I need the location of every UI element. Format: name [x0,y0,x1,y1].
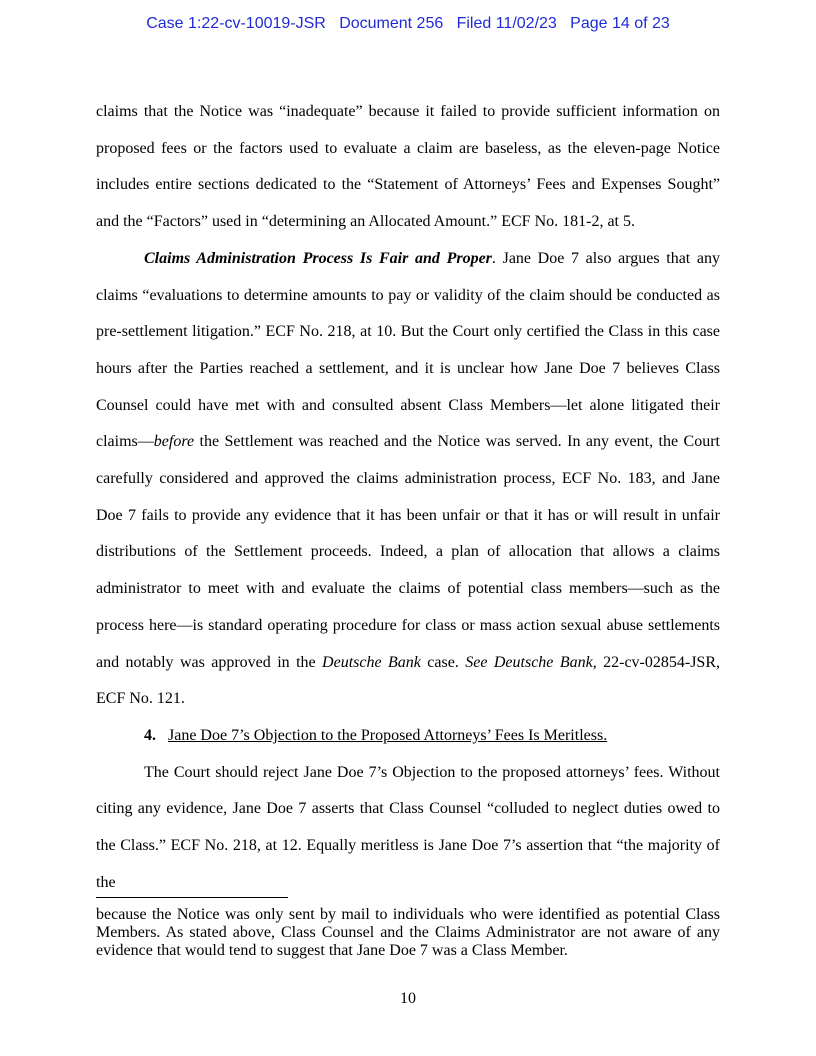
case-name-deutsche-bank: Deutsche Bank [322,653,421,671]
paragraph-heading: Claims Administration Process Is Fair and Proper [144,249,492,267]
paragraph-claims-administration: Claims Administration Process Is Fair and Proper. Jane Doe 7 also argues that any claims “evaluations to determine amounts to pay or validity of the claim should be conducted as pre-settlement litigation.” ECF No. 218, at 10. But the Court only certified the Class in this case hours after the Parties reached a settlement, and it is unclear how Jane Doe 7 believes Class Counsel could have met with and consulted absent Class Members—let alone litigated their claims—before the Settlement was reached and the Notice was served. In any event, the Court carefully considered and approved the claims administration process, ECF No. 183, and Jane Doe 7 fails to provide any evidence that it has been unfair or that it has or will result in unfair distributions of the Settlement proceeds. Indeed, a plan of allocation that allows a claims administrator to meet with and evaluate the claims of potential class members—such as the process here—is standard operating procedure for class or mass action sexual abuse settlements and notably was approved in the Deutsche Bank case. See Deutsche Bank, 22-cv-02854-JSR, ECF No. 121. [96,249,721,708]
page-number: 10 [400,990,416,1007]
section-number: 4. [144,726,156,744]
header-case-number: Case 1:22-cv-10019-JSR [146,15,326,32]
footnote-text: because the Notice was only sent by mail to individuals who were identified as potential Class Members. As stated above, Class Counsel and the Claims Administrator are not aware of any evidence that would tend to suggest that Jane Doe 7 was a Class Member. [96,906,720,959]
header-page-count: Page 14 of 23 [570,15,670,32]
footnote-divider [96,897,288,898]
paragraph-notice-claims: claims that the Notice was “inadequate” because it failed to provide sufficient information on proposed fees or the factors used to evaluate a claim are baseless, as the eleven-page Notice includes entire sections dedicated to the “Statement of Attorneys’ Fees and Expenses Sought” and the “Factors” used in “determining an Allocated Amount.” ECF No. 181-2, at 5. [96,103,720,231]
header-filed-date: Filed 11/02/23 [456,15,557,32]
paragraph-attorneys-fees: The Court should reject Jane Doe 7’s Objection to the proposed attorneys’ fees. Without citing any evidence, Jane Doe 7 asserts that Class Counsel “colluded to neglect duties owed to the Class.” ECF No. 218, at 12. Equally meritless is Jane Doe 7’s assertion that “the majority of the [96,763,720,891]
section-title: Jane Doe 7’s Objection to the Proposed Attorneys’ Fees Is Meritless. [168,726,608,744]
ecf-header [0,15,816,33]
header-document-number: Document 256 [339,15,444,32]
body-text [96,94,720,901]
section-heading [96,718,720,755]
citation-signal: See Deutsche Bank [465,653,593,671]
